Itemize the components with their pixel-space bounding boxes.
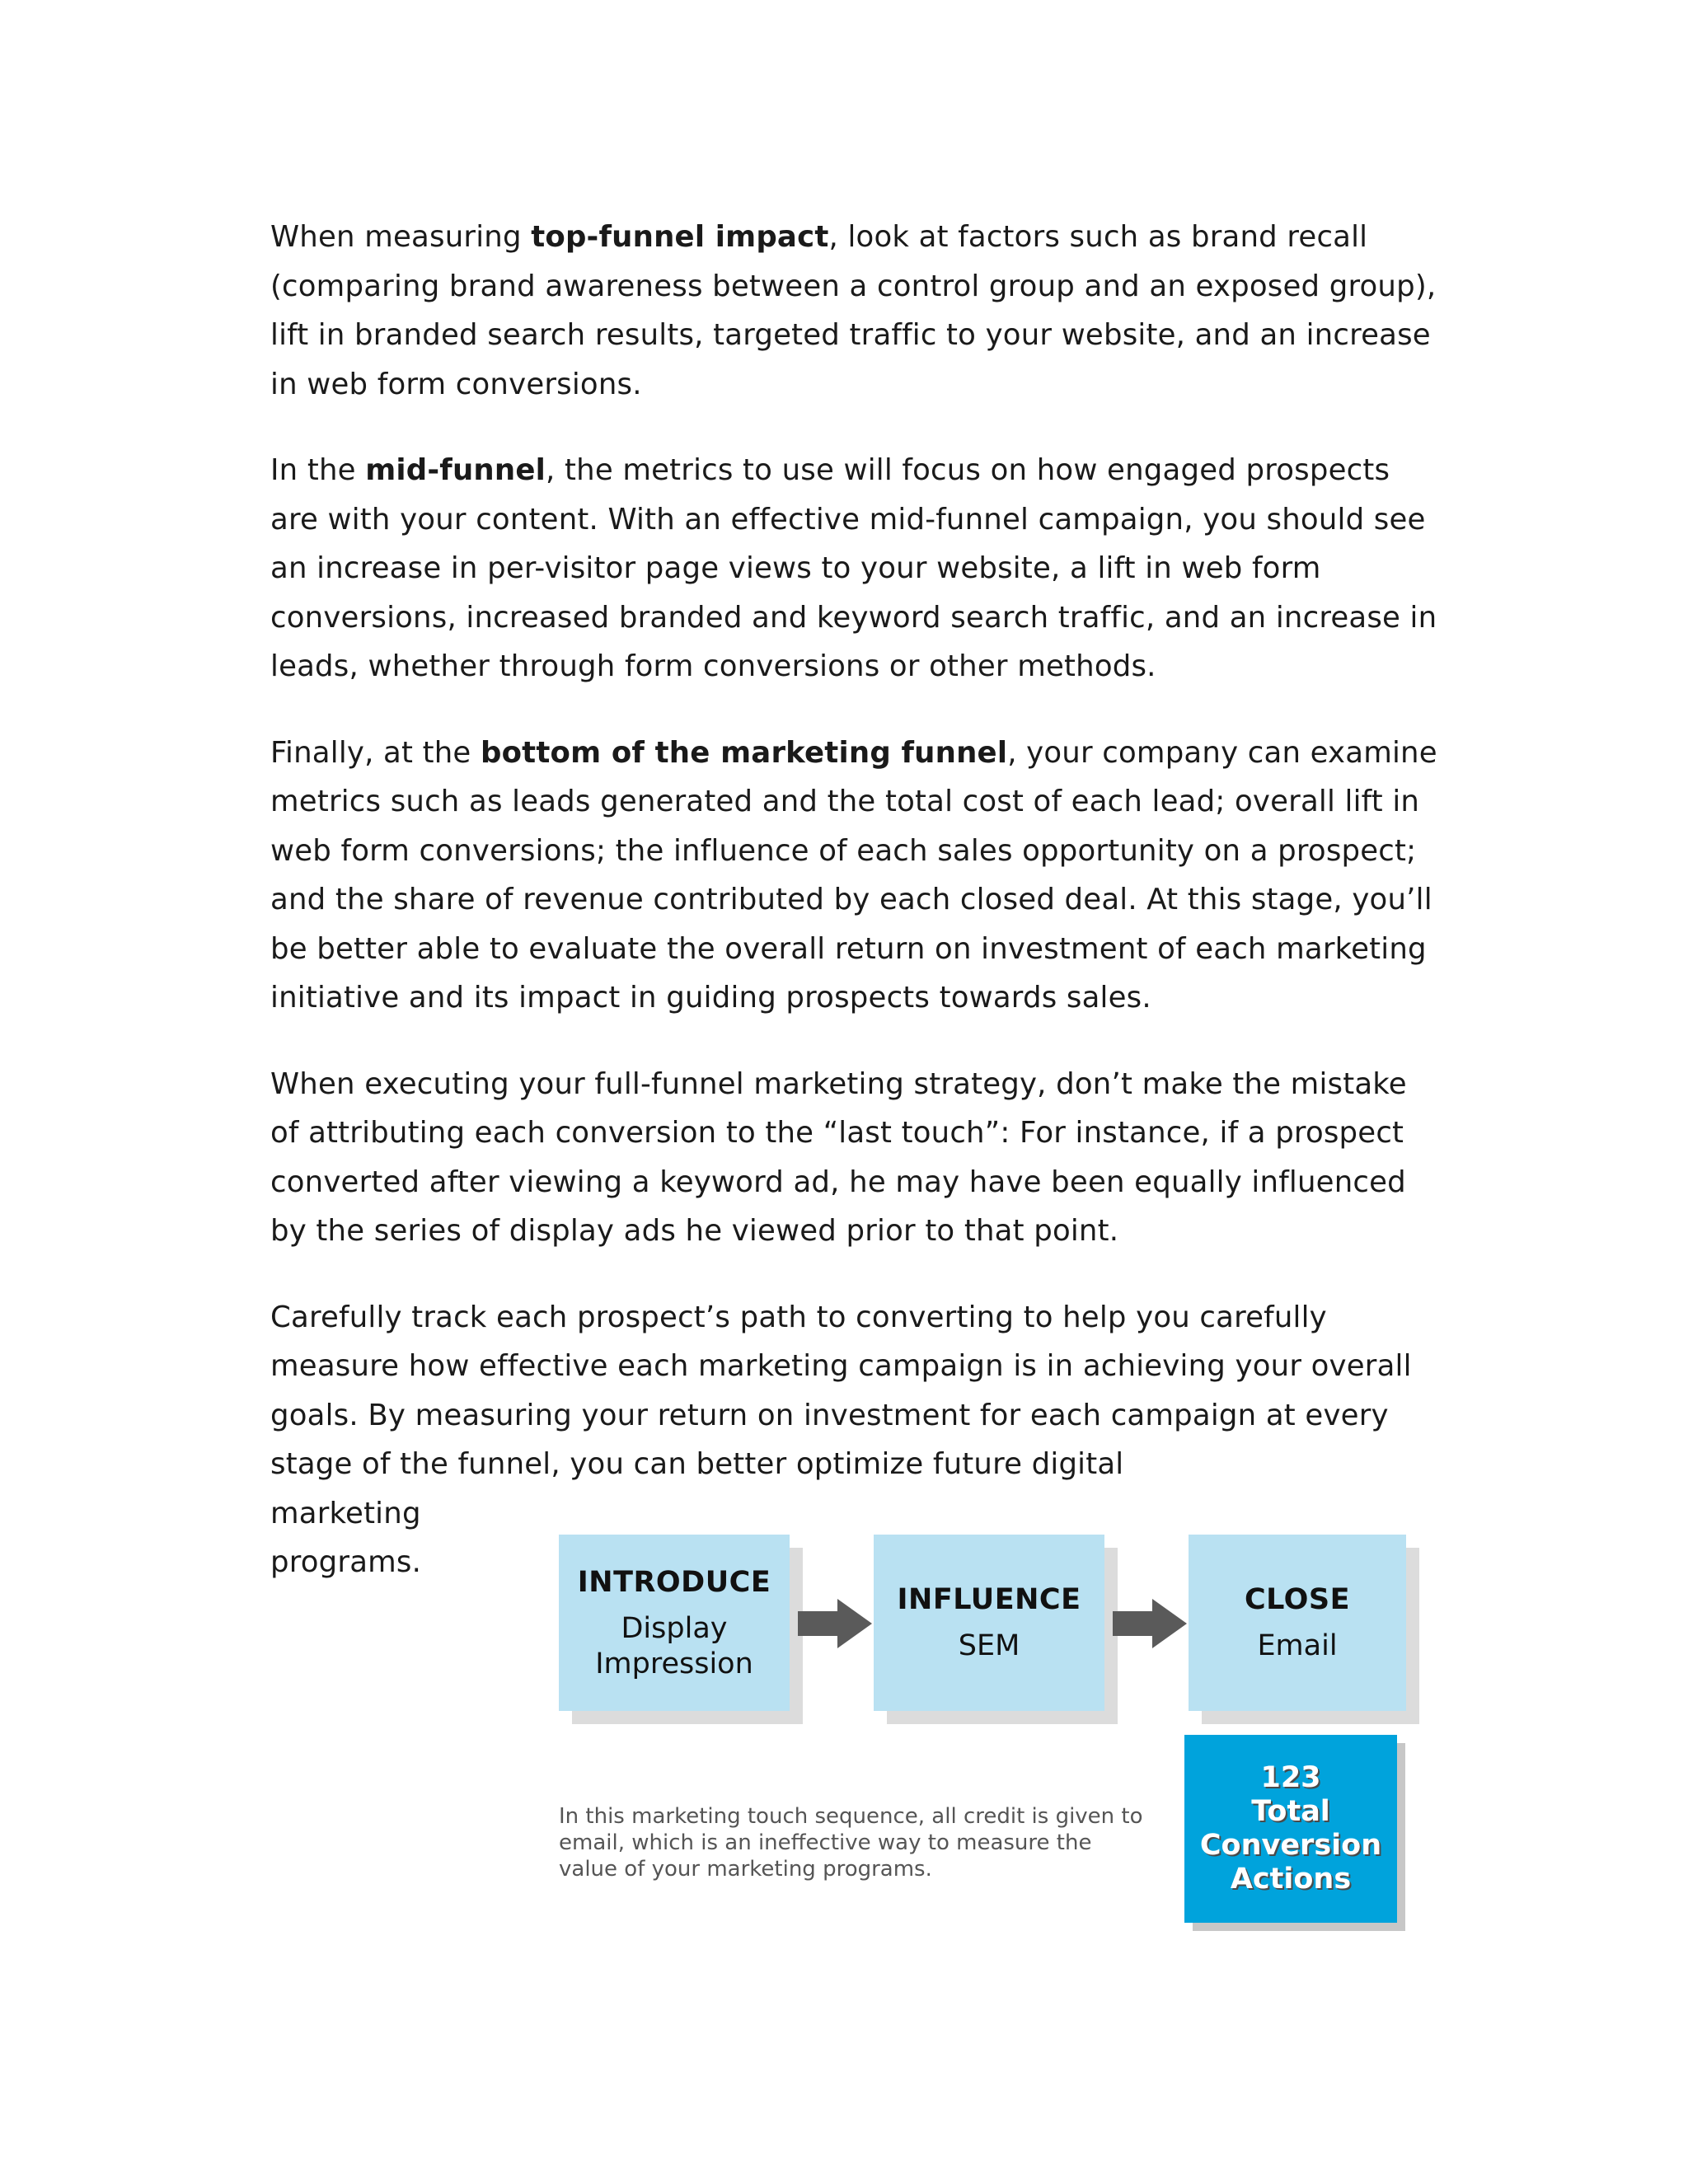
p3-bold-term: bottom of the marketing funnel xyxy=(480,735,1008,770)
body-text xyxy=(270,213,1441,1624)
stage-introduce-sub xyxy=(595,1611,753,1682)
p3-text-end: , your company can examine metrics such as leads generated and the total cost of each lead; overall lift in web form conversions; the influence of each sales opportunity on a prospect; and the share of revenue contributed by each closed deal. At this stage, you’ll be better able to evaluate the overall return on investment of each marketing initiative and its impact in guiding prospects towards sales. xyxy=(270,735,1437,1015)
conversion-count: 123 xyxy=(1260,1761,1321,1794)
p5-text-line3: programs. xyxy=(270,1545,422,1579)
p5-text-line2: marketing xyxy=(270,1496,421,1530)
conversion-label-line3: Actions xyxy=(1230,1863,1352,1896)
stage-close-box xyxy=(1189,1535,1406,1711)
diagram-caption: In this marketing touch sequence, all credit is given to email, which is an ineffective way to measure the value of your marketing programs. xyxy=(559,1804,1143,1882)
p2-bold-term: mid-funnel xyxy=(365,453,546,487)
stage-influence-sub: SEM xyxy=(958,1629,1020,1662)
stage-close-title: CLOSE xyxy=(1244,1583,1351,1616)
stage-introduce-sub-line2: Impression xyxy=(595,1647,753,1680)
p1-text-start: When measuring xyxy=(270,220,532,254)
p3-text-start: Finally, at the xyxy=(270,735,481,770)
stage-close-sub: Email xyxy=(1257,1629,1338,1662)
p1-bold-term: top-funnel impact xyxy=(531,220,829,254)
p5-text-main: Carefully track each prospect’s path to converting to help you carefully measure how effective each marketing campaign is in achieving your overall goals. By measuring your return on investment for each campaign at every stage of the funnel, you can better optimize future digital xyxy=(270,1300,1412,1481)
p2-text-start: In the xyxy=(270,453,366,487)
total-conversions-box xyxy=(1184,1735,1397,1923)
paragraph-mid-funnel xyxy=(270,446,1441,691)
stage-influence-box xyxy=(874,1535,1104,1711)
p2-text-end: , the metrics to use will focus on how engaged prospects are with your content. With an effective mid-funnel campaign, you should see an increase in per-visitor page views to your website, a lift in web form conversions, increased branded and keyword search traffic, and an increase in leads, whether through form conversions or other methods. xyxy=(270,453,1437,683)
arrow-right-icon xyxy=(1113,1599,1187,1648)
stage-introduce-sub-line1: Display xyxy=(621,1611,728,1645)
paragraph-bottom-funnel xyxy=(270,729,1441,1023)
arrow-right-icon xyxy=(798,1599,872,1648)
stage-introduce-title: INTRODUCE xyxy=(577,1565,771,1599)
stage-influence-title: INFLUENCE xyxy=(897,1583,1081,1616)
paragraph-last-touch: When executing your full-funnel marketing strategy, don’t make the mistake of attributing each conversion to the “last touch”: For instance, if a prospect converted after viewing a keyword ad, he may have been equally influenced by the series of display ads he viewed prior to that point. xyxy=(270,1066,1407,1248)
stage-introduce-box xyxy=(559,1535,790,1711)
conversion-label-line2: Conversion xyxy=(1199,1829,1382,1862)
p1-text-end: , look at factors such as brand recall (comparing brand awareness between a control group and an exposed group), lift in branded search results, targeted traffic to your website, and an increase in web form conversions. xyxy=(270,220,1437,401)
paragraph-top-funnel xyxy=(270,213,1441,409)
conversion-label-line1: Total xyxy=(1251,1795,1330,1828)
